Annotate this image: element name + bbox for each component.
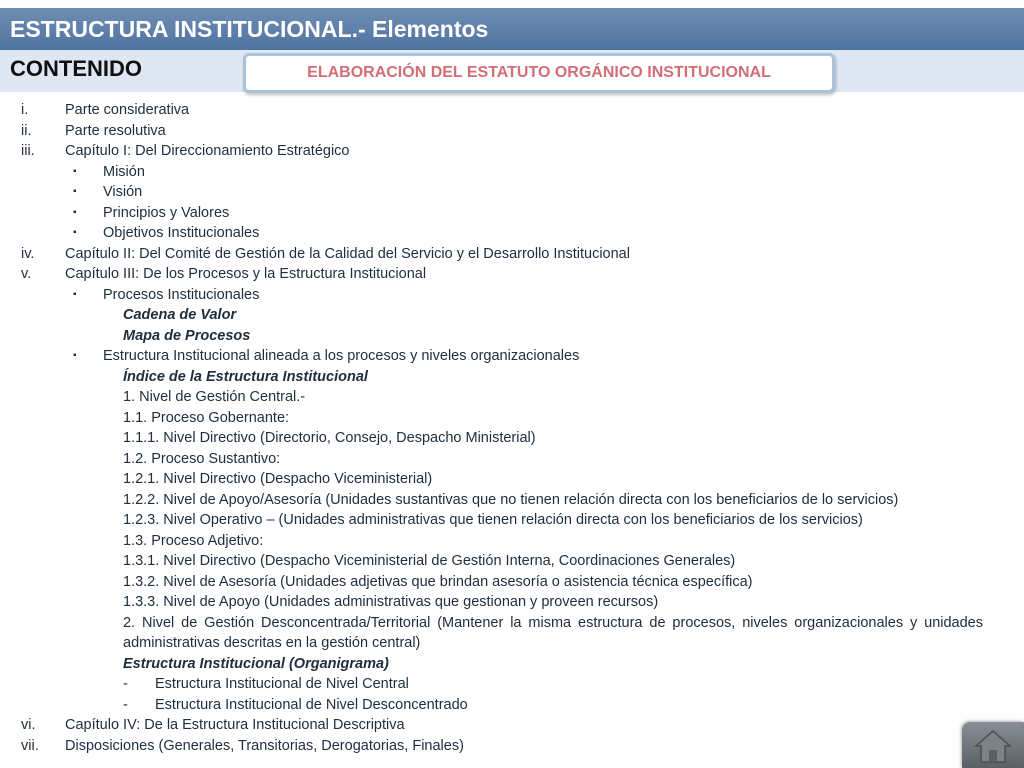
- item-text: Estructura Institucional de Nivel Central: [155, 676, 409, 692]
- item-text: Cadena de Valor: [123, 307, 237, 323]
- item-text: Mapa de Procesos: [123, 328, 251, 344]
- banner-title: ELABORACIÓN DEL ESTATUTO ORGÁNICO INSTITUCIONAL: [243, 53, 835, 93]
- section-label: CONTENIDO: [10, 56, 142, 81]
- item-number: ii.: [21, 123, 32, 139]
- item-text: Objetivos Institucionales: [103, 225, 260, 241]
- item-number: iv.: [21, 246, 35, 262]
- item-text: 1.3. Proceso Adjetivo:: [123, 533, 264, 549]
- slide-title: ESTRUCTURA INSTITUCIONAL.- Elementos: [0, 8, 1024, 50]
- item-number: vi.: [21, 717, 36, 733]
- home-icon: [974, 728, 1012, 764]
- item-text: 1.2.2. Nivel de Apoyo/Asesoría (Unidades sustantivas que no tienen relación directa con los beneficiarios de lo servicios): [123, 492, 899, 508]
- dash-marker: -: [123, 676, 128, 692]
- item-text: Capítulo II: Del Comité de Gestión de la Calidad del Servicio y el Desarrollo Institucional: [65, 246, 630, 262]
- home-button[interactable]: [962, 722, 1024, 768]
- item-number: iii.: [21, 143, 35, 159]
- item-text: 1.3.2. Nivel de Asesoría (Unidades adjetivas que brindan asesoría o asistencia técnica específica): [123, 574, 753, 590]
- item-text: 1.2.1. Nivel Directivo (Despacho Viceministerial): [123, 471, 433, 487]
- item-number: i.: [21, 102, 29, 118]
- item-text: Disposiciones (Generales, Transitorias, Derogatorias, Finales): [65, 738, 464, 754]
- bullet-icon: ▪: [73, 350, 77, 361]
- bullet-icon: ▪: [73, 166, 77, 177]
- item-text: 1. Nivel de Gestión Central.-: [123, 389, 306, 405]
- nivel-2-paragraph: 2. Nivel de Gestión Desconcentrada/Territorial (Mantener la misma estructura de procesos, niveles organizacionales y unidades administrativas descritas en la gestión central): [123, 615, 983, 651]
- item-text: 1.3.3. Nivel de Apoyo (Unidades administrativas que gestionan y proveen recursos): [123, 594, 659, 610]
- item-text: Misión: [103, 164, 145, 180]
- dash-marker: -: [123, 697, 128, 713]
- item-text: 1.2. Proceso Sustantivo:: [123, 451, 281, 467]
- item-text: Estructura Institucional de Nivel Desconcentrado: [155, 697, 468, 713]
- item-text: 1.1.1. Nivel Directivo (Directorio, Consejo, Despacho Ministerial): [123, 430, 536, 446]
- item-text: 1.3.1. Nivel Directivo (Despacho Viceministerial de Gestión Interna, Coordinaciones Generales): [123, 553, 736, 569]
- item-text: Capítulo III: De los Procesos y la Estructura Institucional: [65, 266, 427, 282]
- bullet-icon: ▪: [73, 207, 77, 218]
- item-text: Capítulo I: Del Direccionamiento Estratégico: [65, 143, 350, 159]
- item-text: Estructura Institucional alineada a los procesos y niveles organizacionales: [103, 348, 580, 364]
- item-text: 1.2.3. Nivel Operativo – (Unidades administrativas que tienen relación directa con los beneficiarios de los servicios): [123, 512, 863, 528]
- item-text: Estructura Institucional (Organigrama): [123, 656, 389, 672]
- item-text: Capítulo IV: De la Estructura Institucional Descriptiva: [65, 717, 405, 733]
- item-text: Índice de la Estructura Institucional: [123, 369, 368, 385]
- item-text: Parte considerativa: [65, 102, 190, 118]
- item-text: 1.1. Proceso Gobernante:: [123, 410, 290, 426]
- bullet-icon: ▪: [73, 227, 77, 238]
- item-number: vii.: [21, 738, 39, 754]
- bullet-icon: ▪: [73, 289, 77, 300]
- item-text: Procesos Institucionales: [103, 287, 260, 303]
- item-text: Principios y Valores: [103, 205, 230, 221]
- item-number: v.: [21, 266, 32, 282]
- item-text: Parte resolutiva: [65, 123, 166, 139]
- item-text: Visión: [103, 184, 143, 200]
- bullet-icon: ▪: [73, 186, 77, 197]
